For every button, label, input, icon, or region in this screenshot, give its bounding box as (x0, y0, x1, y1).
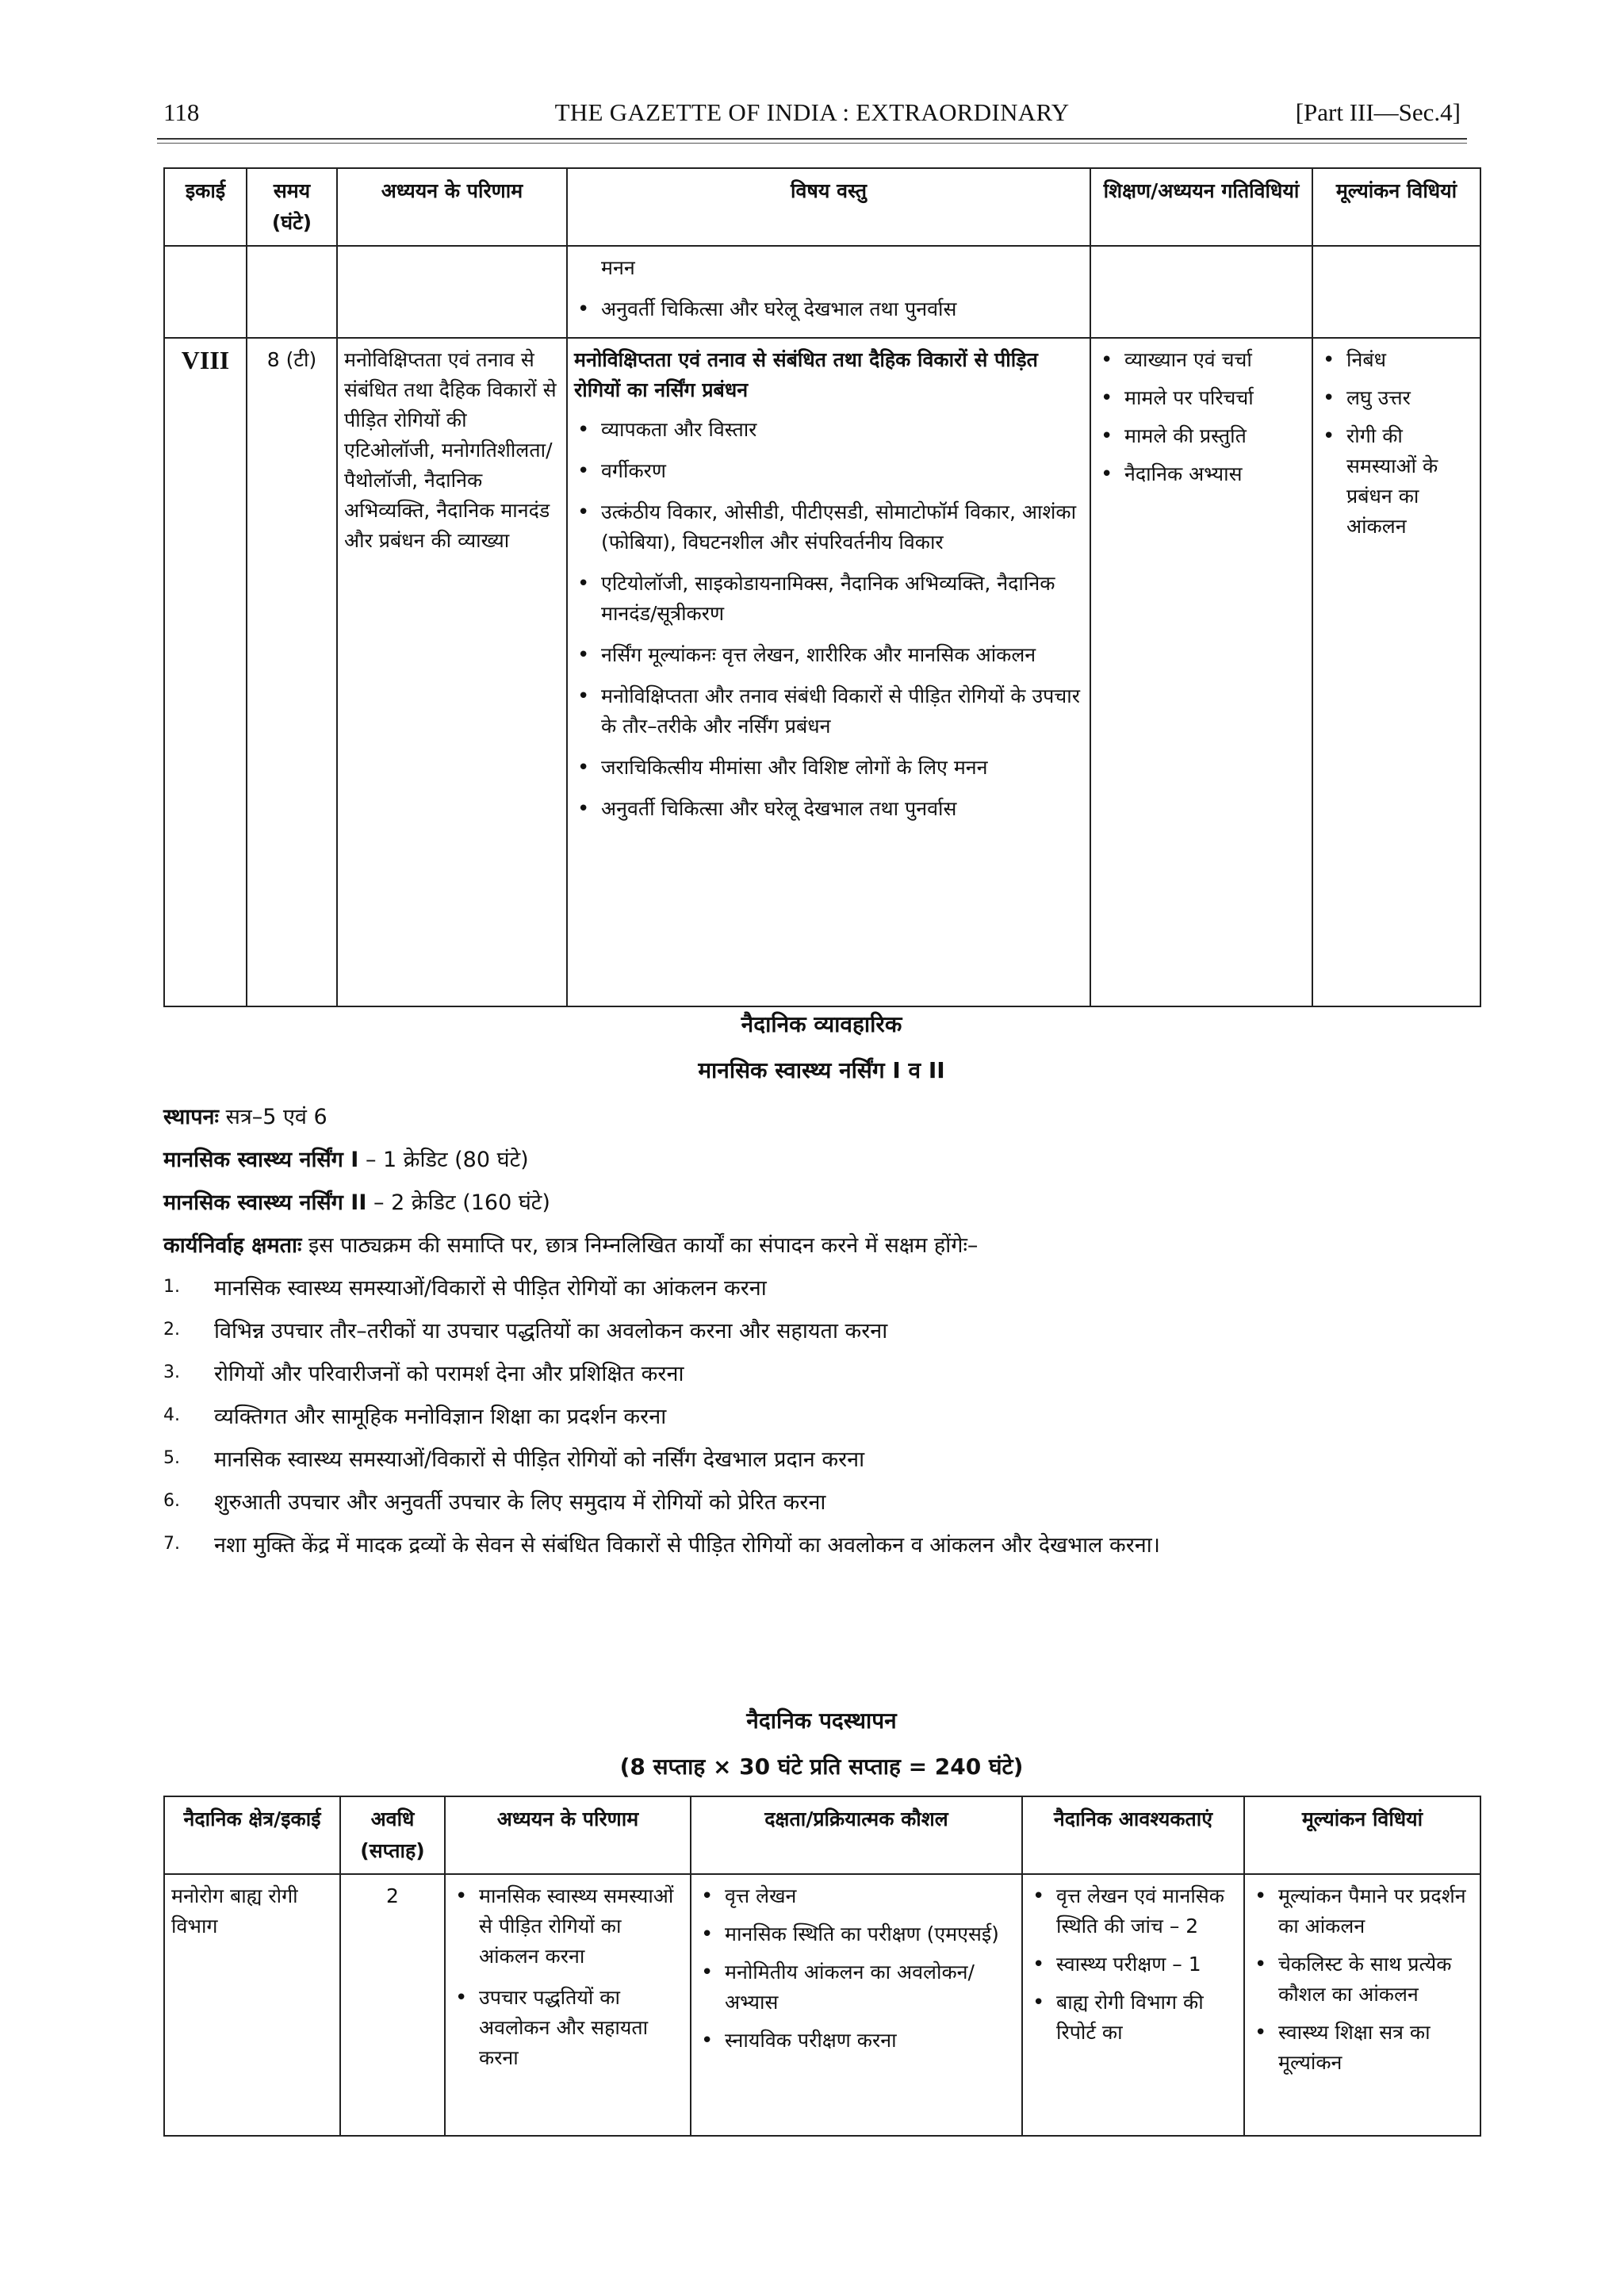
mhn1-line (163, 1144, 1511, 1173)
competency-text: इस पाठ्यक्रम की समाप्ति पर, छात्र निम्नलिखित कार्यों का संपादन करने में सक्षम होंगेः– (308, 1233, 979, 1258)
mhn2-line (163, 1186, 1511, 1216)
page-number: 118 (163, 98, 200, 126)
list-item: • मूल्यांकन पैमाने पर प्रदर्शन का आंकलन (1251, 1881, 1473, 1941)
header-rule-thin (157, 143, 1467, 144)
item-text: शुरुआती उपचार और अनुवर्ती उपचार के लिए समुदाय में रोगियों को प्रेरित करना (214, 1490, 826, 1515)
placement-heading: नैदानिक पदस्थापन (746, 1708, 897, 1734)
time-cell: 8 (टी) (247, 338, 337, 1006)
evaluation-cell (1244, 1874, 1480, 2136)
list-item: • एटियोलॉजी, साइकोडायनामिक्स, नैदानिक अभिव्यक्ति, नैदानिक मानदंड/सूत्रीकरण (574, 569, 1083, 629)
content-cell (567, 246, 1090, 338)
list-item: • जराचिकित्सीय मीमांसा और विशिष्ट लोगों के लिए मनन (574, 753, 1083, 783)
item-text: नशा मुक्ति केंद्र में मादक द्रव्यों के सेवन से संबंधित विकारों से पीड़ित रोगियों का अवलोकन व आंकलन और देखभाल करना। (214, 1533, 1160, 1558)
table-row (164, 1874, 1480, 2136)
section-subheading: मानसिक स्वास्थ्य नर्सिंग I व II (698, 1057, 945, 1083)
unit-number: VIII (181, 346, 230, 374)
gazette-title: THE GAZETTE OF INDIA : EXTRAORDINARY (554, 98, 1070, 126)
col-header-area: नैदानिक क्षेत्र/इकाई (164, 1796, 340, 1874)
list-item: • मानसिक स्थिति का परीक्षण (एमएसई) (698, 1919, 1015, 1949)
table-header-row (164, 1796, 1480, 1874)
list-item: • बाह्य रोगी विभाग की रिपोर्ट का (1029, 1987, 1237, 2048)
item-text: व्यक्तिगत और सामूहिक मनोविज्ञान शिक्षा का प्रदर्शन करना (214, 1405, 667, 1429)
list-item: • स्वास्थ्य परीक्षण – 1 (1029, 1949, 1237, 1980)
list-item: • उत्कंठीय विकार, ओसीडी, पीटीएसडी, सोमाटोफॉर्म विकार, आशंका (फोबिया), विघटनशील और संपरिवर्तनीय विकार (574, 497, 1083, 558)
list-item: • वर्गीकरण (574, 456, 1083, 486)
mhn1-label: मानसिक स्वास्थ्य नर्सिंग I (163, 1148, 359, 1172)
outcome-cell: मनोविक्षिप्तता एवं तनाव से संबंधित तथा दैहिक विकारों से पीड़ित रोगियों की एटिओलॉजी, मनोगतिशीलता/पैथोलॉजी, नैदानिक अभिव्यक्ति, नैदानिक मानदंड और प्रबंधन की व्याख्या (337, 338, 567, 1006)
placement-subheading: (8 सप्ताह × 30 घंटे प्रति सप्ताह = 240 घंटे) (619, 1754, 1024, 1780)
list-item: • व्याख्यान एवं चर्चा (1097, 345, 1305, 375)
col-header-evaluation: मूल्यांकन विधियां (1244, 1796, 1480, 1874)
item-number: 4. (163, 1405, 180, 1425)
list-item: • मामले पर परिचर्चा (1097, 383, 1305, 413)
outcomes-cell (445, 1874, 691, 2136)
col-header-unit: इकाई (164, 168, 247, 246)
list-item: • वृत्त लेखन एवं मानसिक स्थिति की जांच – 2 (1029, 1881, 1237, 1941)
empty-cell (337, 246, 567, 338)
mhn2-value: – 2 क्रेडिट (160 घंटे) (373, 1190, 550, 1215)
col-header-content: विषय वस्तु (567, 168, 1090, 246)
item-text: रोगियों और परिवारीजनों को परामर्श देना और प्रशिक्षित करना (214, 1362, 684, 1386)
placement-label: स्थापनः (163, 1105, 219, 1129)
list-item: • अनुवर्ती चिकित्सा और घरेलू देखभाल तथा पुनर्वास (574, 794, 1083, 824)
list-item: • मानसिक स्वास्थ्य समस्याओं से पीड़ित रोगियों का आंकलन करना (452, 1881, 684, 1972)
empty-cell (1090, 246, 1312, 338)
page-header (163, 98, 1461, 138)
col-header-outcome: अध्ययन के परिणाम (337, 168, 567, 246)
col-header-duration: अवधि (सप्ताह) (340, 1796, 445, 1874)
duration-cell: 2 (340, 1874, 445, 2136)
area-cell: मनोरोग बाह्य रोगी विभाग (164, 1874, 340, 2136)
content-cell (567, 338, 1090, 1006)
content-heading: मनोविक्षिप्तता एवं तनाव से संबंधित तथा दैहिक विकारों से पीड़ित रोगियों का नर्सिंग प्रबंधन (574, 348, 1038, 401)
list-item: • स्नायविक परीक्षण करना (698, 2026, 1015, 2056)
section-heading: नैदानिक व्यावहारिक (741, 1011, 902, 1037)
requirements-cell (1022, 1874, 1244, 2136)
skills-cell (691, 1874, 1022, 2136)
col-header-requirements: नैदानिक आवश्यकताएं (1022, 1796, 1244, 1874)
unit-cell (164, 338, 247, 1006)
item-text: विभिन्न उपचार तौर–तरीकों या उपचार पद्धतियों का अवलोकन करना और सहायता करना (214, 1319, 888, 1343)
list-item: • निबंध (1320, 345, 1473, 375)
competency-label: कार्यनिर्वाह क्षमताः (163, 1233, 302, 1258)
empty-cell (247, 246, 337, 338)
mhn1-value: – 1 क्रेडिट (80 घंटे) (365, 1148, 529, 1172)
item-number: 3. (163, 1363, 180, 1382)
item-number: 2. (163, 1320, 180, 1340)
list-item: • मनोविक्षिप्तता और तनाव संबंधी विकारों से पीड़ित रोगियों के उपचार के तौर–तरीके और नर्सिंग प्रबंधन (574, 681, 1083, 742)
item-text: मानसिक स्वास्थ्य समस्याओं/विकारों से पीड़ित रोगियों को नर्सिंग देखभाल प्रदान करना (214, 1447, 865, 1472)
list-item: • मनोमितीय आंकलन का अवलोकन/अभ्यास (698, 1957, 1015, 2018)
list-item: • रोगी की समस्याओं के प्रबंधन का आंकलन (1320, 421, 1473, 542)
empty-cell (164, 246, 247, 338)
col-header-outcomes: अध्ययन के परिणाम (445, 1796, 691, 1874)
list-item: • लघु उत्तर (1320, 383, 1473, 413)
placement-value: सत्र–5 एवं 6 (225, 1105, 327, 1129)
list-item: • अनुवर्ती चिकित्सा और घरेलू देखभाल तथा पुनर्वास (574, 294, 1083, 324)
competency-line (163, 1229, 1511, 1259)
item-number: 7. (163, 1534, 180, 1554)
clinical-placement-table (163, 1796, 1481, 2137)
table-row-unit-viii (164, 338, 1480, 1006)
curriculum-table (163, 167, 1481, 1007)
mhn2-label: मानसिक स्वास्थ्य नर्सिंग II (163, 1190, 367, 1215)
placement-line (163, 1101, 1511, 1130)
header-rule (157, 138, 1467, 140)
list-item: • मामले की प्रस्तुति (1097, 421, 1305, 451)
content-continuation: मनन (601, 256, 635, 279)
item-number: 1. (163, 1277, 180, 1297)
table-header-row (164, 168, 1480, 246)
activities-cell (1090, 338, 1312, 1006)
list-item: • नैदानिक अभ्यास (1097, 459, 1305, 489)
list-item: • उपचार पद्धतियों का अवलोकन और सहायता करना (452, 1983, 684, 2073)
col-header-skills: दक्षता/प्रक्रियात्मक कौशल (691, 1796, 1022, 1874)
evaluation-cell (1312, 338, 1480, 1006)
col-header-activities: शिक्षण/अध्ययन गतिविधियां (1090, 168, 1312, 246)
col-header-evaluation: मूल्यांकन विधियां (1312, 168, 1480, 246)
table-row-continued (164, 246, 1480, 338)
list-item: • वृत्त लेखन (698, 1881, 1015, 1911)
item-number: 6. (163, 1491, 180, 1511)
list-item: • नर्सिंग मूल्यांकनः वृत्त लेखन, शारीरिक और मानसिक आंकलन (574, 640, 1083, 670)
part-section: [Part III—Sec.4] (1295, 98, 1461, 126)
item-number: 5. (163, 1448, 180, 1468)
list-item: • व्यापकता और विस्तार (574, 415, 1083, 445)
list-item: • स्वास्थ्य शिक्षा सत्र का मूल्यांकन (1251, 2018, 1473, 2078)
empty-cell (1312, 246, 1480, 338)
col-header-time: समय (घंटे) (247, 168, 337, 246)
list-item: • चेकलिस्ट के साथ प्रत्येक कौशल का आंकलन (1251, 1949, 1473, 2010)
item-text: मानसिक स्वास्थ्य समस्याओं/विकारों से पीड़ित रोगियों का आंकलन करना (214, 1276, 767, 1301)
